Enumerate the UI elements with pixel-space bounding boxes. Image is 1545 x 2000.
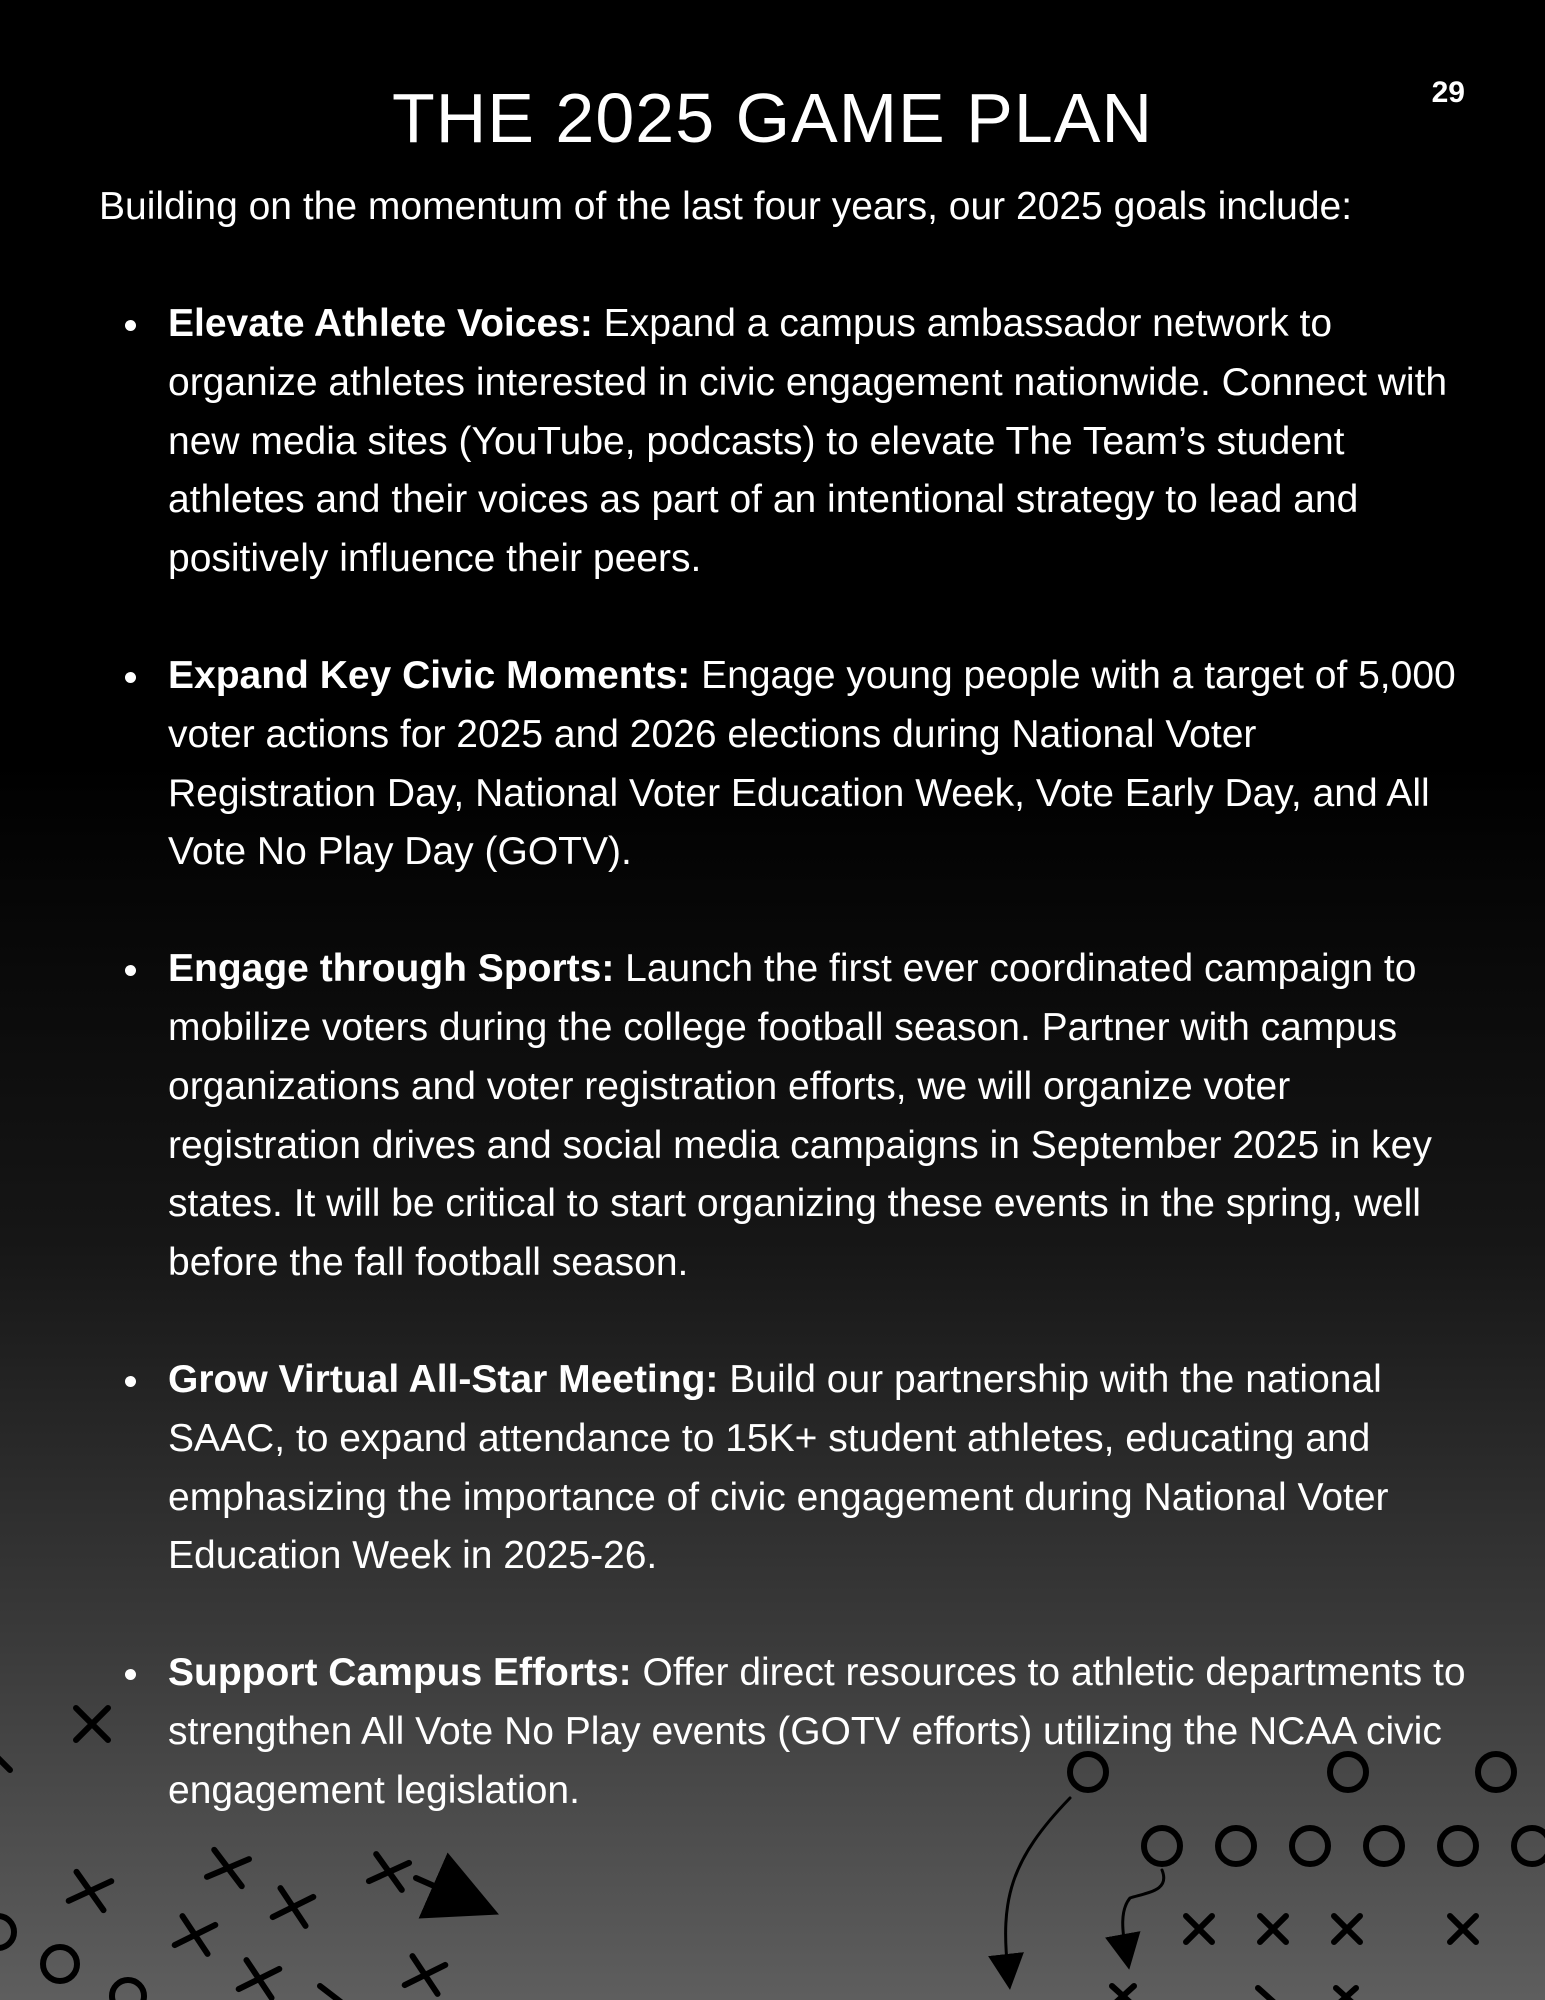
goals-list [99,295,1469,1821]
bullet-icon [125,1669,136,1680]
goal-text: Build our partnership with the national SAAC, to expand attendance to 15K+ student athletes, educating and emphasizing the importance of civic engagement during National Voter Education Week in 2025-26. [168,1357,1389,1578]
goal-text: Launch the first ever coordinated campaign to mobilize voters during the college football season. Partner with campus organizations and voter registration efforts, we will organize voter registration drives and social media campaigns in September 2025 in key states. It will be critical to start organizing these events in the spring, well before the fall football season. [168,947,1432,1285]
bullet-icon [125,320,136,331]
goal-heading: Grow Virtual All-Star Meeting: [168,1357,719,1401]
goal-heading: Expand Key Civic Moments: [168,653,691,697]
goal-text: Engage young people with a target of 5,000 voter actions for 2025 and 2026 elections during National Voter Registration Day, National Voter Education Week, Vote Early Day, and All Vote No Play Day (GOTV). [168,653,1456,874]
goal-text: Expand a campus ambassador network to organize athletes interested in civic engagement nationwide. Connect with new media sites (YouTube, podcasts) to elevate The Team’s student athletes and their voices as part of an intentional strategy to lead and positively influence their peers. [168,302,1448,581]
goal-item [99,647,1469,882]
page-title: THE 2025 GAME PLAN [391,79,1154,157]
goal-item [99,940,1469,1293]
goal-heading: Support Campus Efforts: [168,1651,632,1695]
bullet-icon [125,965,136,976]
goal-item [99,295,1469,589]
bullet-icon [125,1376,136,1387]
goal-heading: Engage through Sports: [168,947,615,991]
goal-item [99,1644,1469,1820]
intro-paragraph: Building on the momentum of the last four years, our 2025 goals include: [99,185,1353,228]
bullet-icon [125,672,136,683]
goal-item [99,1351,1469,1586]
goal-heading: Elevate Athlete Voices: [168,302,593,345]
page-number: 29 [1431,76,1465,109]
goal-text: Offer direct resources to athletic departments to strengthen All Vote No Play events (GOTV efforts) utilizing the NCAA civic engagement legislation. [168,1651,1466,1812]
